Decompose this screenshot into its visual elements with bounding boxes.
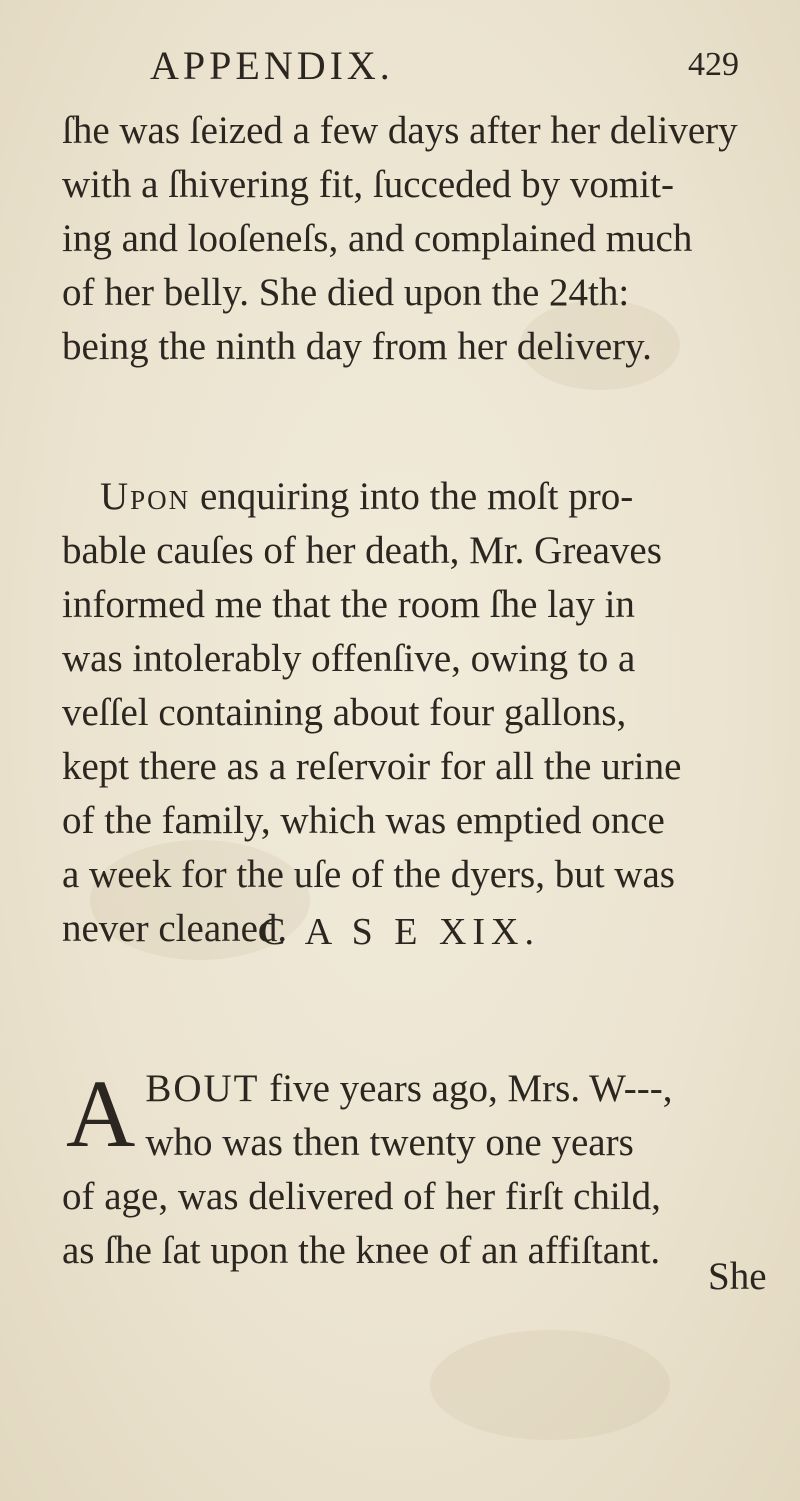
text-line: who was then twenty one years [145, 1121, 634, 1164]
text-line: ing and looſeneſs, and complained much [62, 217, 693, 260]
running-title: APPENDIX. [150, 43, 394, 88]
text-line: bable cauſes of her death, Mr. Greaves [62, 529, 662, 572]
page-header [0, 42, 800, 92]
text-line-first [62, 1062, 762, 1116]
text-line-first [62, 470, 762, 524]
text-line: informed me that the room ſhe lay in [62, 583, 635, 626]
text-fragment: five years ago, Mrs. W---, [269, 1067, 673, 1110]
paragraph-3 [62, 1062, 762, 1278]
text-line: as ſhe ſat upon the knee of an affiſtant. [62, 1229, 661, 1272]
text-line: never cleaned. [62, 907, 288, 950]
text-line: of age, was delivered of her firſt child, [62, 1175, 661, 1218]
page-number: 429 [688, 46, 739, 83]
text-line: a week for the uſe of the dyers, but was [62, 853, 675, 896]
first-word-rest: BOUT [145, 1067, 260, 1110]
text-line: veſſel containing about four gallons, [62, 691, 627, 734]
paragraph-1 [62, 104, 762, 374]
text-line: was intolerably offenſive, owing to a [62, 637, 636, 680]
first-word: Upon [100, 475, 191, 518]
text-line: ſhe was ſeized a few days after her delivery [62, 109, 738, 152]
drop-cap: A [66, 1060, 136, 1167]
text-line: with a ſhivering fit, ſucceded by vomit- [62, 163, 674, 206]
text-line: kept there as a reſervoir for all the urine [62, 745, 682, 788]
case-heading: C A S E XIX. [260, 911, 540, 953]
catchword: She [708, 1255, 767, 1298]
text-line: being the ninth day from her delivery. [62, 325, 652, 368]
paragraph-2 [62, 470, 762, 956]
text-line: of her belly. She died upon the 24th: [62, 271, 630, 314]
text-fragment: enquiring into the moſt pro- [199, 475, 634, 518]
text-line: of the family, which was emptied once [62, 799, 665, 842]
paper-stain [430, 1330, 670, 1440]
